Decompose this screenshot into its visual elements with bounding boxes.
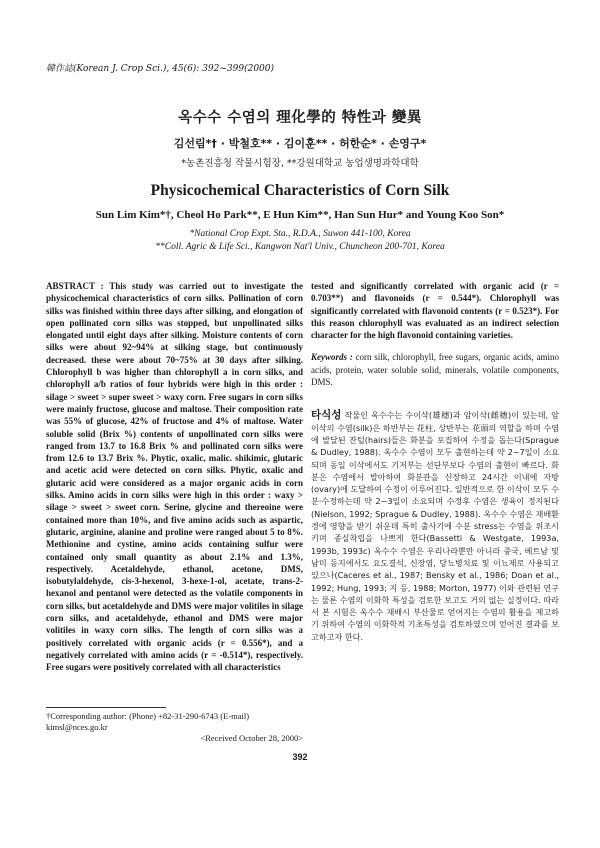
introduction-paragraph xyxy=(311,409,559,643)
korean-title: 옥수수 수염의 理化學的 特性과 變異 xyxy=(178,110,422,126)
english-title: Physicochemical Characteristics of Corn Silk xyxy=(150,182,450,199)
keywords-text: corn silk, chlorophyll, free sugars, organic acids, amino acids, protein, water soluble solid, minerals, volatile components, DMS. xyxy=(311,352,560,388)
received-date: <Received October 28, 2000> xyxy=(200,733,303,743)
abstract-text-right: tested and significantly correlated with organic acid (r = 0.703**) and flavonoids (r = 0.544*). Chlorophyll was significantly correlated with flavonoid contents (r = 0.523*). For this reason chlorophyll was evaluated as an indirect selection character for the high flavonoid containing varieties. xyxy=(311,281,559,341)
footnote xyxy=(46,711,303,744)
korean-affiliation: *농촌진흥청 작물시험장, **강원대학교 농업생명과학대학 xyxy=(181,158,419,169)
footnote-divider xyxy=(46,707,166,708)
corresponding-author: †Corresponding author: (Phone) +82-31-290-6743 (E-mail) kimsl@nces.go.kr xyxy=(46,711,250,732)
korean-authors: 김선림*† · 박철호** · 김이훈** · 허한순* · 손영구* xyxy=(173,137,427,150)
keywords-paragraph xyxy=(311,351,559,388)
page-number: 392 xyxy=(292,752,308,762)
introduction-heading: 타식성 xyxy=(311,409,342,422)
english-affiliation-2: **Coll. Agric & Life Sci., Kangwon Nat'l Univ., Chuncheon 200-701, Korea xyxy=(155,242,445,252)
abstract-column-left xyxy=(46,280,303,674)
introduction-text: 작물인 옥수수는 수이삭(雄穗)과 암이삭(雌穗)이 있는데, 암이삭의 수염(silk)은 하반부는 花柱, 상반부는 花頭의 역할을 하며 수염에 발달된 잔털(hairs)들은 화분을 포집하여 수정을 돕는다(Sprague & Dudley, 1988). 옥수수 수염이 모두 출현하는데 약 2~7일이 소요되며 동일 이삭에서도 기저부는 선단부보다 수염의 출현이 빠르다. 화분은 수염에서 발아하여 화분관을 신장하고 24시간 이내에 자방(ovary)에 도달하여 수정이 이루어진다. 일반적으로 한 이삭이 모두 수분·수정하는데 약 2~3일이 소요되며 수정후 수염은 생육이 정지된다(Nielson, 1992; Sprague & Dudley, 1988). 옥수수 수염은 재배환경에 영향을 받기 쉬운데 특히 출사기에 수분 stress는 수염을 위조시키며 종실착립을 나쁘게 한다(Bassetti & Westgate, 1993a, 1993b, 1993c) 옥수수 수염은 우리나라뿐만 아니라 중국, 베트남 및 남미 등지에서도 요도결석, 신장염, 당뇨병치료 및 이뇨제로 사용되고 있으나(Caceres et al., 1987; Bensky et al., 1986; Doan et al., 1992; Hung, 1993; 지 등, 1988; Morton, 1977) 이와 관련된 연구는 물론 수염의 이화학 특성을 검토한 보고도 거의 없는 실정이다. 따라서 본 시험은 옥수수 재배시 부산물로 얻어지는 수염의 활용을 제고하기 위하여 수염의 이화학적 기초특성을 검토하였으며 얻어진 결과를 보고하고자 한다. xyxy=(311,410,559,642)
abstract-label: ABSTRACT : xyxy=(46,281,104,291)
english-affiliation-1: *National Crop Expt. Sta., R.D.A., Suwon 441-100, Korea xyxy=(189,229,411,239)
abstract-paragraph xyxy=(46,280,303,674)
journal-citation: 韓作誌(Korean J. Crop Sci.), 45(6): 392~399(2000) xyxy=(46,64,275,74)
keywords-label: Keywords : xyxy=(311,352,353,363)
english-authors: Sun Lim Kim*†, Cheol Ho Park**, E Hun Kim**, Han Sun Hur* and Young Koo Son* xyxy=(95,209,505,221)
abstract-text-left: This study was carried out to investigate the physicochemical characteristics of corn silks. Pollination of corn silks was finished within three days after silking, and elongation of open pollinated corn silks was stopped, but unpollinated silks elongated until eight days after silking. Moisture contents of corn silks were about 92~94% at silking stage, but continuously decreased. these were about 70~75% at 30 days after silking. Chlorophyll b was higher than chlorophyll a in corn silks, and chlorophyll a/b ratios of four hybrids were high in this order : silage > sweet > super sweet > waxy corn. Free sugars in corn silks were mainly fructose, glucose and maltose. Their composition rate was 55% of glucose, 42% of fructose and 4% of maltose. Water soluble solid (Brix %) contents of unpollinated corn silks were ranged from 13.7 to 16.8 Brix % and pollinated corn silks were from 12.6 to 13.7 Brix %. Phytic, oxalic, malic. shikimic, glutaric and acetic acid were detected on corn silks. Phytic, oxalic and glutaric acid were considered as a major organic acids in corn silks. Amino acids in corn silks were high in this order : waxy > silage > sweet > sweet corn. Serine, glycine and thereoine were contained more than 10%, and five amino acids such as aspartic, glutaric, arginine, alanine and proline were ranged about 5 to 8%. Methionine and cystine, amino acids containing sulfur were contained only small quantity as about 2.1% and 1.3%, respectively. Acetaldehyde, ethanol, acetone, DMS, isobutylaldehyde, cis-3-hexenol, 3-hexe-1-ol, acetate, trans-2-hexanol and pentanol were detected as the volatile components in corn silks, but acetaldehyde and DMS were major volitiles in silage corn silks, and acetaldehyde, ethanol and DMS were major volitiles in waxy corn silks. The length of corn silks was a positively correlated with organic acids (r = 0.556*), and a negatively correlated with amino acids (r = -0.514*), respectively. Free sugars were positively correlated with all characteristics xyxy=(46,281,303,673)
abstract-column-right xyxy=(311,280,559,643)
